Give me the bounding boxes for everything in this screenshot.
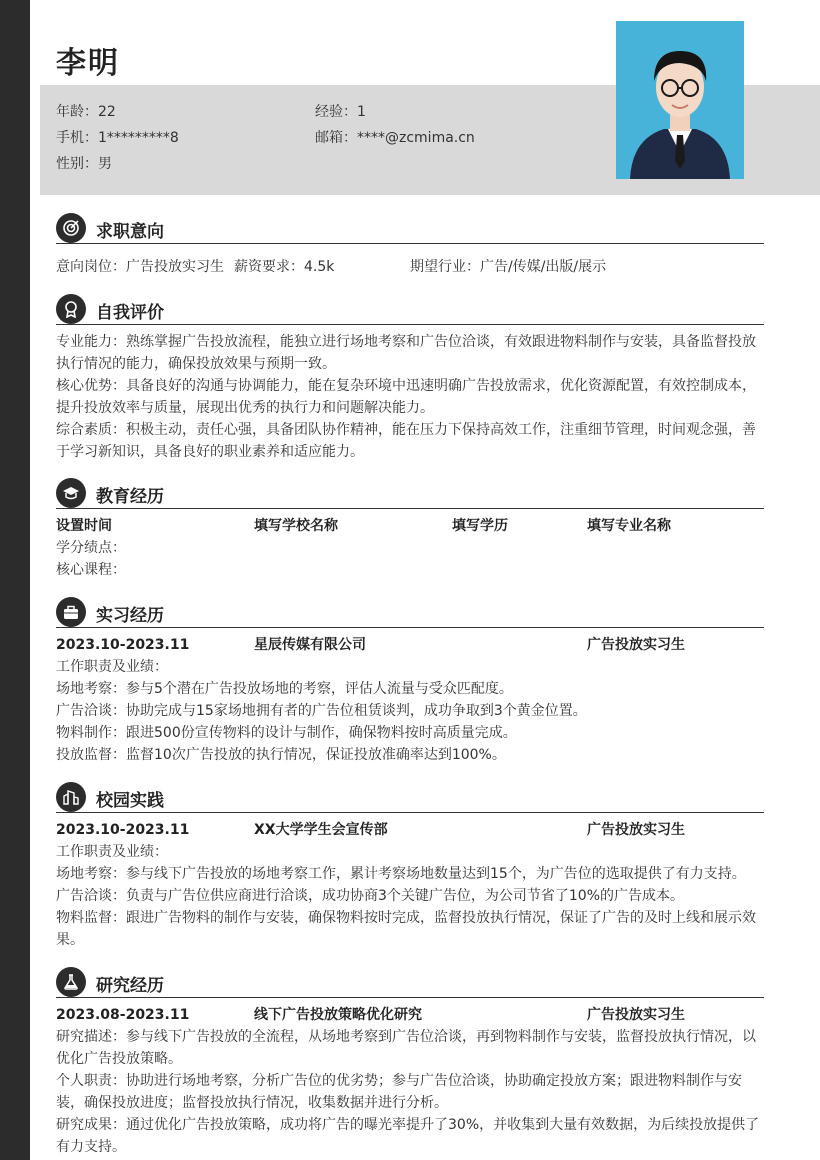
- campus-time: 2023.10-2023.11: [56, 822, 190, 838]
- text-line: 综合素质：积极主动，责任心强，具备团队协作精神，能在压力下保持高效工作，注重细节管理，时间观念强，善: [56, 422, 756, 438]
- text-line: 场地考察：参与5个潜在广告投放场地的考察，评估人流量与受众匹配度。: [56, 681, 513, 697]
- section-header: [56, 596, 764, 628]
- campus-row: [56, 819, 764, 841]
- profile-photo: [616, 21, 744, 179]
- graduation-cap-icon: [56, 478, 86, 508]
- text-line: 核心课程：: [56, 562, 126, 578]
- section-title: 校园实践: [96, 791, 164, 811]
- target-icon: [56, 213, 86, 243]
- text-line: 物料制作：跟进500份宣传物料的设计与制作，确保物料按时高质量完成。: [56, 725, 517, 741]
- email-field: 邮箱：****@zcmima.cn: [315, 130, 475, 146]
- education-time: 设置时间: [56, 518, 112, 534]
- section-header: [56, 293, 764, 325]
- text-line: 投放监督：监督10次广告投放的执行情况，保证投放准确率达到100%。: [56, 747, 506, 763]
- text-line: 个人职责：协助进行场地考察，分析广告位的优劣势；参与广告位洽谈，协助确定投放方案；跟进物料制作与安: [56, 1073, 742, 1089]
- campus-org: XX大学学生会宣传部: [254, 822, 388, 838]
- text-line: 优化广告投放策略。: [56, 1051, 182, 1067]
- badge-icon: [56, 294, 86, 324]
- research-project: 线下广告投放策略优化研究: [254, 1007, 422, 1023]
- research-row: [56, 1004, 764, 1026]
- internship-company: 星辰传媒有限公司: [254, 637, 366, 653]
- text-line: 场地考察：参与线下广告投放的场地考察工作，累计考察场地数量达到15个，为广告位的选取提供了有力支持。: [56, 866, 746, 882]
- text-line: 果。: [56, 932, 84, 948]
- section-title: 研究经历: [96, 976, 164, 996]
- text-line: 广告洽谈：协助完成与15家场地拥有者的广告位租赁谈判，成功争取到3个黄金位置。: [56, 703, 587, 719]
- text-line: 有力支持。: [56, 1139, 126, 1155]
- research-role: 广告投放实习生: [587, 1007, 685, 1023]
- text-line: 装，确保投放进度；监督投放执行情况，收集数据并进行分析。: [56, 1095, 448, 1111]
- text-line: 研究描述：参与线下广告投放的全流程，从场地考察到广告位洽谈，再到物料制作与安装，监督投放执行情况，以: [56, 1029, 756, 1045]
- text-line: 专业能力：熟练掌握广告投放流程，能独立进行场地考察和广告位洽谈，有效跟进物料制作与安装，具备监督投放: [56, 334, 756, 350]
- section-title: 求职意向: [96, 222, 164, 242]
- briefcase-icon: [56, 597, 86, 627]
- section-header: [56, 781, 764, 813]
- candidate-name: 李明: [56, 46, 120, 81]
- internship-time: 2023.10-2023.11: [56, 637, 190, 653]
- flask-icon: [56, 967, 86, 997]
- text-line: 核心优势：具备良好的沟通与协调能力，能在复杂环境中迅速明确广告投放需求，优化资源配置，有效控制成本，: [56, 378, 756, 394]
- internship-role: 广告投放实习生: [587, 637, 685, 653]
- intent-position: 意向岗位：广告投放实习生: [56, 259, 224, 275]
- section-education: [56, 477, 764, 581]
- section-research: [56, 966, 764, 1158]
- intent-salary: 薪资要求：4.5k: [234, 259, 335, 275]
- age-field: 年龄：22: [56, 104, 116, 120]
- text-line: 提升投放效率与质量，展现出优秀的执行力和问题解决能力。: [56, 400, 434, 416]
- text-line: 物料监督：跟进广告物料的制作与安装，确保物料按时完成，监督投放执行情况，保证了广告的及时上线和展示效: [56, 910, 756, 926]
- section-internship: [56, 596, 764, 766]
- text-line: 工作职责及业绩：: [56, 844, 168, 860]
- education-major: 填写专业名称: [587, 518, 671, 534]
- experience-field: 经验：1: [315, 104, 366, 120]
- education-row: [56, 515, 764, 537]
- text-line: 于学习新知识，具备良好的职业素养和适应能力。: [56, 444, 364, 460]
- section-title: 自我评价: [96, 303, 164, 323]
- education-school: 填写学校名称: [254, 518, 338, 534]
- section-campus-practice: [56, 781, 764, 951]
- section-self-evaluation: [56, 293, 764, 463]
- campus-role: 广告投放实习生: [587, 822, 685, 838]
- section-title: 实习经历: [96, 606, 164, 626]
- text-line: 研究成果：通过优化广告投放策略，成功将广告的曝光率提升了30%，并收集到大量有效数据，为后续投放提供了: [56, 1117, 760, 1133]
- section-title: 教育经历: [96, 487, 164, 507]
- section-header: [56, 477, 764, 509]
- gender-field: 性别：男: [56, 156, 112, 172]
- section-header: [56, 212, 764, 244]
- text-line: 执行情况的能力，确保投放效果与预期一致。: [56, 356, 336, 372]
- internship-row: [56, 634, 764, 656]
- left-accent-bar: [0, 0, 30, 1160]
- section-header: [56, 966, 764, 998]
- text-line: 工作职责及业绩：: [56, 659, 168, 675]
- education-degree: 填写学历: [452, 518, 508, 534]
- intent-industry: 期望行业：广告/传媒/出版/展示: [410, 259, 607, 275]
- building-icon: [56, 782, 86, 812]
- text-line: 学分绩点：: [56, 540, 126, 556]
- phone-field: 手机：1*********8: [56, 130, 179, 146]
- text-line: 广告洽谈：负责与广告位供应商进行洽谈，成功协商3个关键广告位，为公司节省了10%的广告成本。: [56, 888, 685, 904]
- section-job-intent: [56, 212, 764, 282]
- research-time: 2023.08-2023.11: [56, 1007, 190, 1023]
